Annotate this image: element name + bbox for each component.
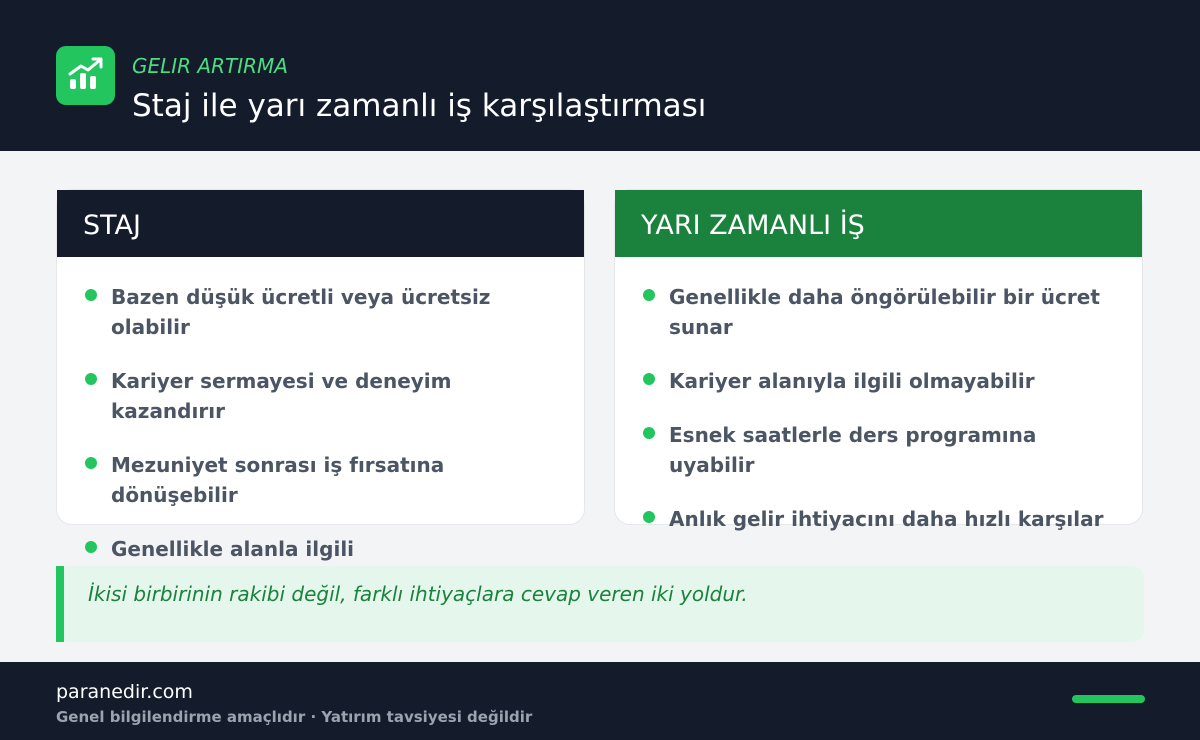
list-item-text: Esnek saatlerle ders programına uyabilir [669, 423, 1037, 477]
staj-card-header [57, 190, 584, 257]
bullet-dot-icon [85, 457, 97, 469]
bullet-dot-icon [643, 289, 655, 301]
staj-card-title: STAJ [83, 210, 141, 241]
list-item [641, 282, 1122, 342]
summary-note-text: İkisi birbirinin rakibi değil, farklı ihtiyaçlara cevap veren iki yoldur. [88, 582, 748, 606]
list-item-text: Mezuniyet sonrası iş fırsatına dönüşebilir [111, 453, 445, 507]
bullet-dot-icon [85, 289, 97, 301]
part-time-card-title: YARI ZAMANLI İŞ [641, 210, 865, 241]
part-time-card [614, 189, 1143, 531]
bullet-dot-icon [643, 511, 655, 523]
list-item-text: Bazen düşük ücretli veya ücretsiz olabilir [111, 285, 491, 339]
staj-card [56, 189, 585, 561]
part-time-list [641, 282, 1122, 558]
summary-note [56, 566, 1144, 642]
footer-accent-line [1072, 695, 1145, 703]
site-link[interactable]: paranedir.com [56, 681, 193, 703]
bullet-dot-icon [85, 541, 97, 553]
bullet-dot-icon [85, 373, 97, 385]
category-label: GELIR ARTIRMA [132, 54, 288, 78]
list-item [83, 534, 564, 564]
list-item [83, 450, 564, 510]
list-item [641, 420, 1122, 480]
growth-chart-icon [56, 46, 115, 105]
footer [0, 662, 1200, 740]
list-item-text: Kariyer alanıyla ilgili olmayabilir [669, 369, 1035, 393]
list-item [641, 366, 1122, 396]
header [0, 0, 1200, 151]
list-item-text: Genellikle alanla ilgili [111, 537, 355, 561]
disclaimer-text: Genel bilgilendirme amaçlıdır · Yatırım tavsiyesi değildir [56, 708, 533, 726]
list-item [641, 504, 1122, 534]
list-item [83, 366, 564, 426]
staj-list [83, 282, 564, 588]
page-title: Staj ile yarı zamanlı iş karşılaştırması [132, 88, 707, 124]
note-accent-bar [56, 566, 64, 642]
bullet-dot-icon [643, 427, 655, 439]
list-item-text: Kariyer sermayesi ve deneyim kazandırır [111, 369, 452, 423]
list-item [83, 282, 564, 342]
bullet-dot-icon [643, 373, 655, 385]
part-time-card-header [615, 190, 1142, 257]
list-item-text: Anlık gelir ihtiyacını daha hızlı karşılar [669, 507, 1104, 531]
list-item-text: Genellikle daha öngörülebilir bir ücret sunar [669, 285, 1100, 339]
